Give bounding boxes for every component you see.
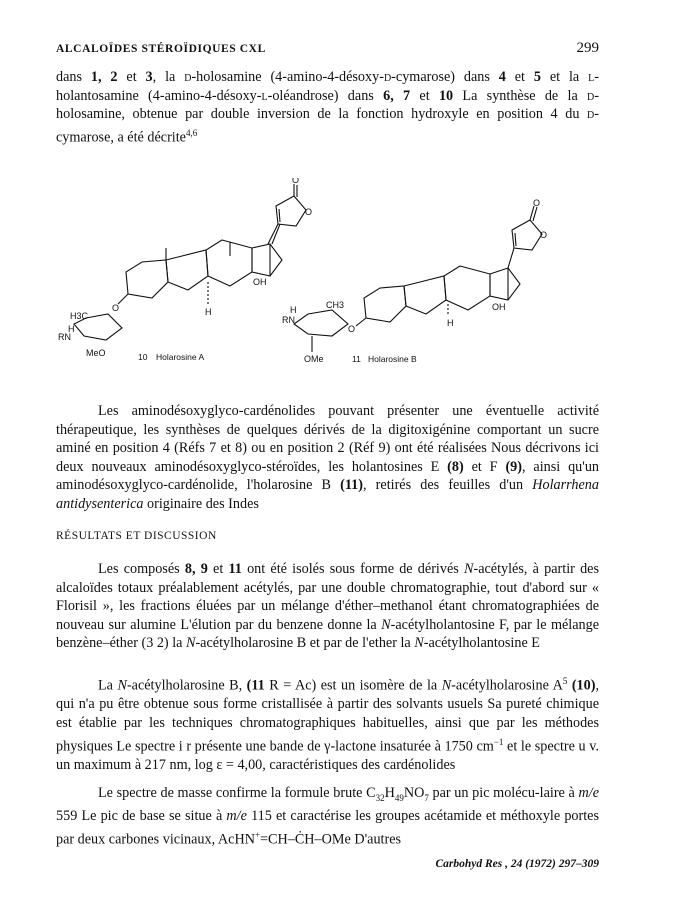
carbonyl-o-label: O bbox=[292, 178, 300, 185]
body-paragraph-intro: Les aminodésoxyglyco-cardénolides pouvant présenter une éventuelle activité thérapeutique, les synthèses de quelques dérivés de la digitoxigénine comportant un sucre aminé en position 4 (Réfs 7 et 8) ou en position 2 (Réf 9) ont été réalisées Nous décrivons ici deux nouveaux aminodésoxyglyco-stéroïdes, les holantosines E (8) et F (9), ainsi qu'un aminodésoxyglyco-cardénolide, l'holarosine B (11), retirés des feuilles d'un Holarrhena antidysenterica originaire des Indes bbox=[56, 403, 600, 512]
compound-10-number: 10 bbox=[138, 352, 148, 362]
h3c-label: H3C bbox=[70, 311, 89, 321]
intro-paragraph: dans 1, 2 et 3, la d-holosamine (4-amino-4-désoxy-d-cymarose) dans 4 et 5 et la l-holantosamine (4-amino-4-désoxy-l-oléandrose) dans 6, 7 et 10 La synthèse de la d-holosamine, obtenue par double inversion de la fonction hydroxyle en position 4 du d-cymarose, a été décrite$^{4,6}$ bbox=[56, 69, 599, 146]
oh-label: OH bbox=[253, 277, 267, 287]
h-label: H bbox=[205, 307, 212, 317]
running-head: ALCALOÏDES STÉROÏDIQUES CXL bbox=[56, 43, 266, 55]
results-paragraph-2: La N-acétylholarosine B, (11 R = Ac) est un isomère de la N-acétylholarosine $A^5$ (10), qui n'a pu être obtenue sous forme cristallisée à partir des solvants usuels Sa pureté chimique est établie par les techniques chromatographiques habituelles, ainsi que par les méthodes physiques Le spectre i r présente une bande de γ-lactone insaturée à 1750 $cm^{-1}$ et le spectre u v. un maximum à 217 nm, log ε = 4,00, caractéristiques des cardénolides bbox=[56, 676, 600, 773]
rn-label-b: RN bbox=[282, 315, 295, 325]
meo-label: MeO bbox=[86, 348, 106, 358]
structures-figure bbox=[56, 178, 616, 388]
page-header bbox=[56, 40, 599, 60]
page-number: 299 bbox=[576, 40, 599, 56]
section-heading: RÉSULTATS ET DISCUSSION bbox=[56, 530, 217, 542]
compound-11-name: Holarosine B bbox=[368, 354, 417, 364]
compound-11-number: 11 bbox=[352, 354, 361, 364]
ring-o-label-b: O bbox=[540, 230, 548, 240]
ome-label: OMe bbox=[304, 354, 324, 364]
journal-citation: Carbohyd Res , 24 (1972) 297–309 bbox=[435, 858, 599, 870]
h-sugar-label-b: H bbox=[290, 305, 297, 315]
results-paragraph-1: Les composés 8, 9 et 11 ont été isolés sous forme de dérivés N-acétylés, à partir des alcaloïdes totaux préalablement acétylés, par une double chromatographie, tout d'abord sur « Florisil », les fractions éluées par un mélange d'éther–methanol étant chromatographiées de nouveau sur alumine L'élution par du benzene donne la N-acétylholantosine F, par le mélange benzène–éther (3 2) la N-acétylholarosine B et par de l'ether la N-acétylholantosine E bbox=[56, 561, 599, 652]
carbonyl-o-label-b: O bbox=[533, 198, 541, 208]
oh-label-b: OH bbox=[492, 302, 506, 312]
structure-holarosine-b bbox=[282, 198, 547, 364]
h-sugar-label: H bbox=[68, 324, 75, 334]
h-label-b: H bbox=[447, 318, 454, 328]
rn-label: RN bbox=[58, 332, 71, 342]
structure-holarosine-a bbox=[58, 178, 312, 362]
compound-10-name: Holarosine A bbox=[156, 352, 205, 362]
results-paragraph-3: Le spectre de masse confirme la formule brute $C_{32}H_{49}NO_7$ par un pic molécu-laire à m/e 559 Le pic de base se situe à m/e 115 et caractérise les groupes acétamide et méthoxyle portes par deux carbones vicinaux, AcHN+=CH–ĊH–OMe D'autres bbox=[56, 785, 599, 848]
ring-o-label: O bbox=[305, 207, 313, 217]
ch3-label: CH3 bbox=[326, 300, 345, 310]
glycosidic-o-label-b: O bbox=[348, 324, 356, 334]
glycosidic-o-label: O bbox=[112, 303, 120, 313]
